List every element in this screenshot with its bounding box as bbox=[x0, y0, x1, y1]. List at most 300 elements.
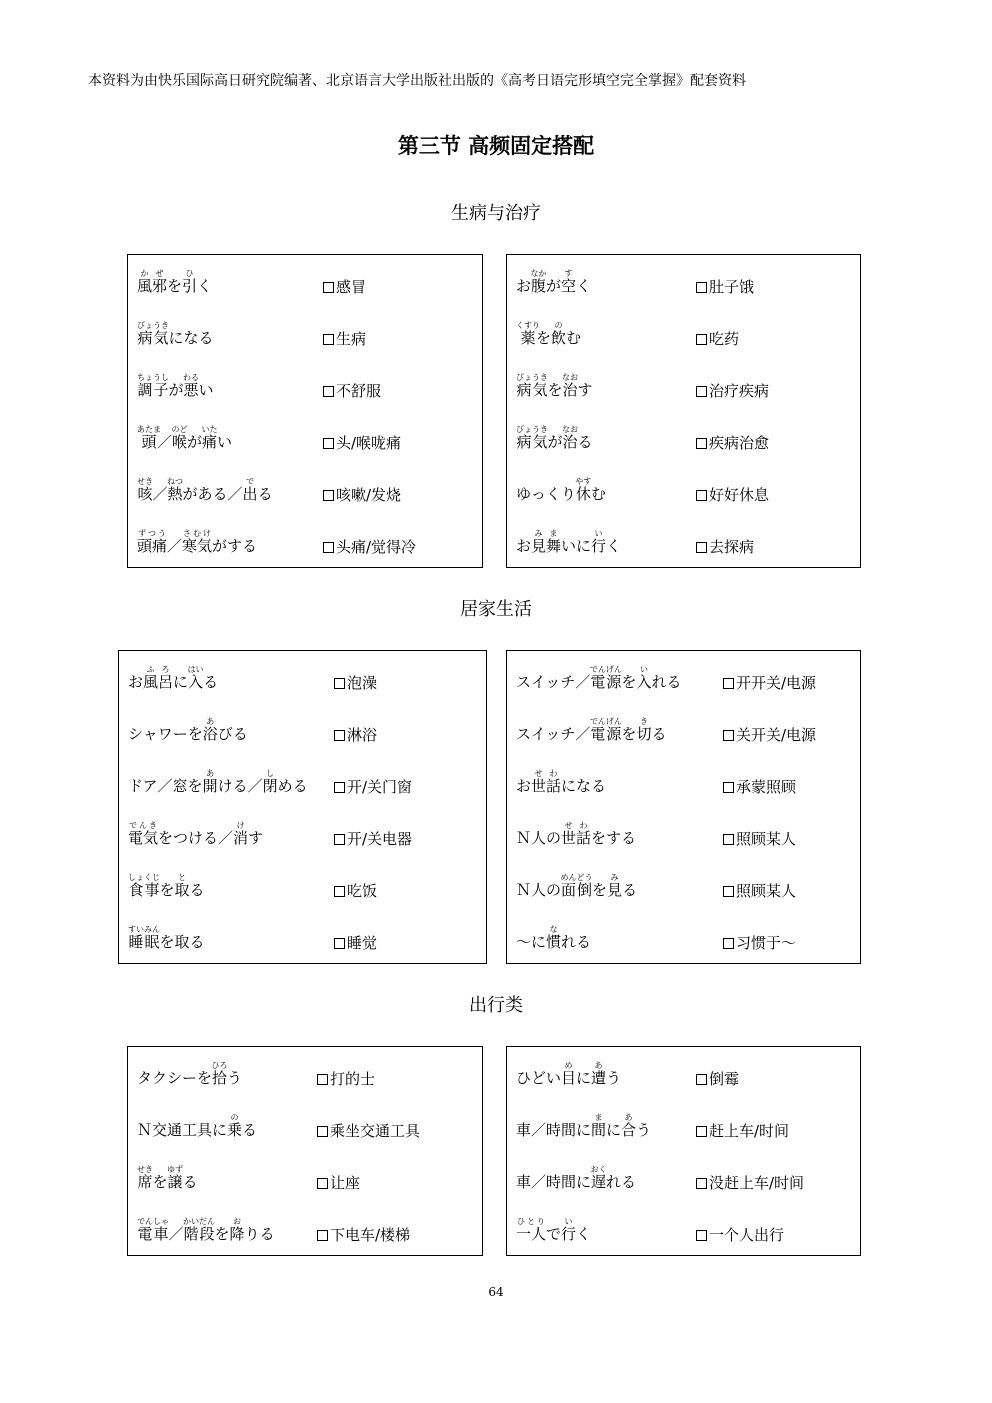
kanji-text: 遭 bbox=[591, 1069, 607, 1087]
kana-text: お bbox=[516, 537, 532, 555]
kanji-text: 遅 bbox=[590, 1173, 607, 1191]
furigana-reading: せき bbox=[137, 1165, 153, 1174]
japanese-phrase bbox=[137, 477, 273, 509]
phrase-row bbox=[507, 1047, 860, 1099]
phrase-row bbox=[507, 755, 860, 807]
kana-text: ／ bbox=[152, 485, 168, 503]
kana-text: シャワーを bbox=[128, 725, 203, 743]
meaning-text: 不舒服 bbox=[336, 382, 382, 400]
kana-text: る bbox=[622, 881, 638, 899]
furigana-word bbox=[227, 1113, 243, 1139]
furigana-reading: し bbox=[262, 769, 278, 778]
meaning-text: 去探病 bbox=[709, 538, 755, 556]
kanji-text: 見舞 bbox=[531, 537, 562, 555]
furigana-reading: あ bbox=[202, 769, 218, 778]
checkbox-icon bbox=[696, 1178, 707, 1189]
furigana-reading: かぜ bbox=[137, 269, 168, 278]
furigana-reading: す bbox=[561, 269, 577, 278]
checkbox-icon bbox=[723, 782, 734, 793]
checkbox-icon bbox=[334, 834, 345, 845]
kanji-text: 浴 bbox=[202, 725, 218, 743]
meaning-text: 一个人出行 bbox=[709, 1226, 785, 1244]
furigana-word bbox=[562, 373, 579, 399]
checkbox-icon bbox=[323, 282, 334, 293]
japanese-phrase bbox=[516, 821, 636, 853]
japanese-phrase bbox=[137, 529, 257, 561]
checkbox-icon bbox=[723, 678, 734, 689]
furigana-word bbox=[546, 925, 562, 951]
furigana-word bbox=[591, 529, 607, 555]
phrase-row bbox=[128, 411, 482, 463]
furigana-reading: あ bbox=[591, 1061, 607, 1070]
furigana-word bbox=[530, 269, 547, 295]
kana-text: ゆっくり bbox=[516, 485, 576, 503]
japanese-phrase bbox=[137, 1217, 275, 1249]
phrase-box-illness-left bbox=[127, 254, 483, 568]
furigana-word bbox=[561, 1061, 577, 1087]
kanji-text: 一人 bbox=[516, 1225, 547, 1243]
kanji-text: 引 bbox=[182, 277, 198, 295]
phrase-row bbox=[507, 463, 860, 515]
kana-text: Ｎ人の bbox=[516, 829, 562, 847]
japanese-phrase bbox=[128, 665, 218, 697]
japanese-phrase bbox=[128, 717, 248, 749]
chinese-meaning bbox=[334, 725, 377, 745]
meaning-text: 睡觉 bbox=[347, 934, 378, 952]
chinese-meaning bbox=[334, 777, 412, 797]
furigana-reading: み bbox=[607, 873, 623, 882]
kanji-text: 世話 bbox=[531, 777, 562, 795]
furigana-word bbox=[561, 821, 592, 847]
chinese-meaning bbox=[317, 1225, 410, 1245]
section-title-illness: 生病与治疗 bbox=[451, 203, 541, 224]
phrase-row bbox=[128, 1203, 482, 1255]
furigana-word bbox=[591, 1113, 607, 1139]
kana-text: む bbox=[566, 329, 582, 347]
kana-text: を bbox=[535, 329, 551, 347]
meaning-text: 乘坐交通工具 bbox=[330, 1122, 421, 1140]
meaning-text: 照顾某人 bbox=[736, 830, 797, 848]
kana-text: を bbox=[214, 1225, 230, 1243]
japanese-phrase bbox=[128, 821, 263, 853]
furigana-reading: しょくじ bbox=[128, 873, 160, 882]
checkbox-icon bbox=[723, 886, 734, 897]
kanji-text: 降 bbox=[229, 1225, 245, 1243]
kana-text: 車／時間に bbox=[516, 1173, 592, 1191]
phrase-row bbox=[507, 411, 860, 463]
kana-text: ／ bbox=[156, 433, 172, 451]
kanji-text: 間 bbox=[591, 1121, 607, 1139]
japanese-phrase bbox=[516, 373, 593, 405]
furigana-reading: いた bbox=[201, 425, 218, 434]
kana-text: れる bbox=[606, 1173, 637, 1191]
furigana-reading: ちょうし bbox=[137, 373, 169, 382]
furigana-word bbox=[137, 1217, 169, 1243]
chinese-meaning bbox=[696, 277, 754, 297]
japanese-phrase bbox=[516, 269, 591, 301]
furigana-reading: と bbox=[174, 873, 190, 882]
kanji-text: 食事 bbox=[128, 881, 160, 899]
meaning-text: 关开关/电源 bbox=[736, 726, 817, 744]
kana-text: が bbox=[187, 433, 203, 451]
kana-text: タクシーを bbox=[137, 1069, 213, 1087]
furigana-word bbox=[201, 425, 218, 451]
chinese-meaning bbox=[723, 777, 796, 797]
meaning-text: 好好休息 bbox=[709, 486, 770, 504]
furigana-reading: ゆず bbox=[167, 1165, 184, 1174]
japanese-phrase bbox=[516, 873, 637, 905]
phrase-box-illness-right bbox=[506, 254, 861, 568]
meaning-text: 生病 bbox=[336, 330, 367, 348]
checkbox-icon bbox=[696, 334, 707, 345]
kana-text: う bbox=[606, 1069, 622, 1087]
japanese-phrase bbox=[516, 1217, 591, 1249]
kana-text: を bbox=[621, 725, 637, 743]
kanji-text: 入 bbox=[636, 673, 652, 691]
checkbox-icon bbox=[323, 490, 334, 501]
furigana-reading: で bbox=[242, 477, 258, 486]
japanese-phrase bbox=[516, 477, 606, 509]
phrase-row bbox=[507, 1151, 860, 1203]
furigana-word bbox=[516, 321, 540, 347]
furigana-word bbox=[589, 717, 622, 743]
furigana-reading: ふろ bbox=[143, 665, 174, 674]
japanese-phrase bbox=[516, 769, 606, 801]
chinese-meaning bbox=[323, 381, 381, 401]
meaning-text: 泡澡 bbox=[347, 674, 378, 692]
meaning-text: 赶上车/时间 bbox=[709, 1122, 790, 1140]
kanji-text: 階段 bbox=[183, 1225, 216, 1243]
kana-text: く bbox=[576, 277, 592, 295]
checkbox-icon bbox=[696, 282, 707, 293]
phrase-row bbox=[128, 1151, 482, 1203]
furigana-reading: お bbox=[229, 1217, 245, 1226]
furigana-word bbox=[551, 321, 567, 347]
meaning-text: 淋浴 bbox=[347, 726, 378, 744]
kanji-text: 病気 bbox=[516, 433, 548, 451]
furigana-reading: い bbox=[591, 529, 607, 538]
meaning-text: 咳嗽/发烧 bbox=[336, 486, 402, 504]
furigana-word bbox=[202, 717, 218, 743]
kanji-text: 空 bbox=[561, 277, 577, 295]
kana-text: に bbox=[173, 673, 189, 691]
phrase-row bbox=[507, 515, 860, 567]
furigana-word bbox=[621, 1113, 637, 1139]
furigana-word bbox=[242, 477, 258, 503]
furigana-word bbox=[636, 665, 652, 691]
checkbox-icon bbox=[696, 1230, 707, 1241]
furigana-word bbox=[233, 821, 249, 847]
phrase-row bbox=[119, 651, 486, 703]
kanji-text: 慣 bbox=[546, 933, 562, 951]
kanji-text: 病気 bbox=[516, 381, 548, 399]
kana-text: く bbox=[606, 537, 622, 555]
phrase-row bbox=[507, 807, 860, 859]
kanji-text: 風呂 bbox=[143, 673, 174, 691]
checkbox-icon bbox=[317, 1230, 328, 1241]
kanji-text: 見 bbox=[607, 881, 623, 899]
japanese-phrase bbox=[516, 529, 621, 561]
kanji-text: 世話 bbox=[561, 829, 592, 847]
furigana-word bbox=[607, 873, 623, 899]
chinese-meaning bbox=[334, 881, 377, 901]
kana-text: を bbox=[547, 381, 563, 399]
meaning-text: 开/关门窗 bbox=[347, 778, 413, 796]
meaning-text: 吃药 bbox=[709, 330, 740, 348]
kana-text: す bbox=[248, 829, 264, 847]
kanji-text: 出 bbox=[242, 485, 258, 503]
kanji-text: 腹 bbox=[530, 277, 547, 295]
kanji-text: 乗 bbox=[227, 1121, 243, 1139]
furigana-reading: おく bbox=[590, 1165, 607, 1174]
kanji-text: 咳 bbox=[137, 485, 153, 503]
phrase-row bbox=[507, 651, 860, 703]
kana-text: い bbox=[198, 381, 214, 399]
furigana-reading: い bbox=[561, 1217, 577, 1226]
furigana-word bbox=[143, 665, 174, 691]
furigana-reading: のど bbox=[171, 425, 188, 434]
phrase-row bbox=[119, 703, 486, 755]
furigana-word bbox=[262, 769, 278, 795]
furigana-word bbox=[137, 321, 169, 347]
furigana-reading: わる bbox=[183, 373, 200, 382]
chinese-meaning bbox=[317, 1173, 360, 1193]
kana-text: に bbox=[576, 1069, 592, 1087]
japanese-phrase bbox=[516, 1165, 636, 1197]
furigana-reading: でんき bbox=[128, 821, 159, 830]
furigana-reading: びょうき bbox=[516, 425, 548, 434]
kana-text: ～に bbox=[516, 933, 547, 951]
kana-text: ／ bbox=[167, 537, 183, 555]
checkbox-icon bbox=[696, 438, 707, 449]
phrase-box-home-right bbox=[506, 650, 861, 964]
kanji-text: 休 bbox=[575, 485, 592, 503]
checkbox-icon bbox=[334, 730, 345, 741]
kana-text: で bbox=[546, 1225, 562, 1243]
kana-text: る bbox=[189, 881, 205, 899]
kana-text: お bbox=[128, 673, 144, 691]
furigana-reading: あ bbox=[202, 717, 218, 726]
furigana-word bbox=[187, 665, 204, 691]
chinese-meaning bbox=[696, 1173, 804, 1193]
furigana-word bbox=[137, 269, 168, 295]
meaning-text: 治疗疾病 bbox=[709, 382, 770, 400]
checkbox-icon bbox=[723, 730, 734, 741]
kana-text: う bbox=[636, 1121, 652, 1139]
kana-text: を bbox=[621, 673, 637, 691]
phrase-row bbox=[119, 755, 486, 807]
furigana-word bbox=[137, 1165, 153, 1191]
furigana-word bbox=[183, 1217, 216, 1243]
page-number: 64 bbox=[488, 1285, 504, 1299]
kana-text: に bbox=[606, 1121, 622, 1139]
meaning-text: 感冒 bbox=[336, 278, 367, 296]
furigana-reading: かいだん bbox=[183, 1217, 216, 1226]
kana-text: る bbox=[651, 725, 667, 743]
kana-text: る bbox=[242, 1121, 258, 1139]
phrase-row bbox=[128, 255, 482, 307]
furigana-reading: さむけ bbox=[182, 529, 213, 538]
meaning-text: 吃饭 bbox=[347, 882, 378, 900]
chinese-meaning bbox=[723, 673, 816, 693]
furigana-word bbox=[167, 1165, 184, 1191]
kanji-text: 行 bbox=[591, 537, 607, 555]
kanji-text: 譲 bbox=[167, 1173, 184, 1191]
furigana-word bbox=[202, 769, 218, 795]
kana-text: スイッチ／ bbox=[516, 725, 591, 743]
furigana-reading: ねつ bbox=[167, 477, 184, 486]
furigana-word bbox=[128, 821, 159, 847]
chinese-meaning bbox=[323, 537, 416, 557]
kanji-text: 痛 bbox=[201, 433, 218, 451]
furigana-reading: みま bbox=[531, 529, 562, 538]
checkbox-icon bbox=[334, 886, 345, 897]
furigana-word bbox=[137, 529, 168, 555]
chinese-meaning bbox=[317, 1069, 375, 1089]
furigana-reading: ひ bbox=[182, 269, 198, 278]
furigana-word bbox=[137, 373, 169, 399]
kana-text: が bbox=[546, 277, 562, 295]
kanji-text: 電源 bbox=[589, 725, 622, 743]
japanese-phrase bbox=[137, 1113, 257, 1145]
checkbox-icon bbox=[696, 542, 707, 553]
header-note: 本资料为由快乐国际高日研究院编著、北京语言大学出版社出版的《高考日语完形填空完全掌握》配套资料 bbox=[88, 73, 746, 89]
furigana-reading: せき bbox=[137, 477, 153, 486]
meaning-text: 开/关电器 bbox=[347, 830, 413, 848]
kana-text: になる bbox=[561, 777, 607, 795]
furigana-reading: ずつう bbox=[137, 529, 168, 538]
kana-text: がある／ bbox=[182, 485, 243, 503]
phrase-row bbox=[507, 911, 860, 963]
furigana-reading: い bbox=[636, 665, 652, 674]
kana-text: く bbox=[576, 1225, 592, 1243]
kana-text: れる bbox=[651, 673, 682, 691]
furigana-word bbox=[561, 1217, 577, 1243]
japanese-phrase bbox=[516, 425, 593, 457]
furigana-reading: せわ bbox=[561, 821, 592, 830]
checkbox-icon bbox=[696, 386, 707, 397]
furigana-word bbox=[128, 873, 160, 899]
kanji-text: 電気 bbox=[128, 829, 159, 847]
section-title-travel: 出行类 bbox=[469, 995, 523, 1016]
kana-text: を bbox=[592, 881, 608, 899]
chinese-meaning bbox=[696, 1121, 789, 1141]
meaning-text: 习惯于～ bbox=[736, 934, 797, 952]
phrase-row bbox=[507, 1099, 860, 1151]
furigana-reading: ひろ bbox=[211, 1061, 228, 1070]
japanese-phrase bbox=[137, 425, 232, 457]
furigana-word bbox=[636, 717, 652, 743]
meaning-text: 照顾某人 bbox=[736, 882, 797, 900]
japanese-phrase bbox=[516, 1061, 621, 1093]
kana-text: をつける／ bbox=[158, 829, 234, 847]
furigana-word bbox=[229, 1217, 245, 1243]
meaning-text: 让座 bbox=[330, 1174, 361, 1192]
kanji-text: 風邪 bbox=[137, 277, 168, 295]
furigana-reading: め bbox=[561, 1061, 577, 1070]
furigana-word bbox=[182, 269, 198, 295]
checkbox-icon bbox=[334, 938, 345, 949]
japanese-phrase bbox=[516, 925, 591, 957]
kana-text: ひどい bbox=[516, 1069, 562, 1087]
kana-text: 車／時間に bbox=[516, 1121, 592, 1139]
furigana-reading: ひとり bbox=[516, 1217, 547, 1226]
phrase-row bbox=[507, 307, 860, 359]
kanji-text: 開 bbox=[202, 777, 218, 795]
japanese-phrase bbox=[137, 373, 214, 405]
chinese-meaning bbox=[696, 433, 769, 453]
furigana-word bbox=[561, 269, 577, 295]
checkbox-icon bbox=[323, 386, 334, 397]
kanji-text: 喉 bbox=[171, 433, 188, 451]
kanji-text: 席 bbox=[137, 1173, 153, 1191]
meaning-text: 头/喉咙痛 bbox=[336, 434, 402, 452]
furigana-word bbox=[174, 873, 190, 899]
kanji-text: 合 bbox=[621, 1121, 637, 1139]
chinese-meaning bbox=[723, 829, 796, 849]
japanese-phrase bbox=[128, 769, 308, 801]
phrase-row bbox=[128, 307, 482, 359]
kana-text: う bbox=[227, 1069, 243, 1087]
furigana-word bbox=[589, 665, 622, 691]
kanji-text: 切 bbox=[636, 725, 652, 743]
kana-text: をする bbox=[591, 829, 637, 847]
meaning-text: 疾病治愈 bbox=[709, 434, 770, 452]
chinese-meaning bbox=[323, 329, 366, 349]
kana-text: ／ bbox=[168, 1225, 184, 1243]
japanese-phrase bbox=[137, 321, 214, 353]
furigana-word bbox=[171, 425, 188, 451]
furigana-reading: すいみん bbox=[128, 925, 160, 934]
japanese-phrase bbox=[137, 269, 212, 301]
japanese-phrase bbox=[128, 925, 205, 957]
checkbox-icon bbox=[317, 1178, 328, 1189]
phrase-box-travel-right bbox=[506, 1046, 861, 1256]
kanji-text: 電源 bbox=[589, 673, 622, 691]
checkbox-icon bbox=[723, 834, 734, 845]
kana-text: りる bbox=[244, 1225, 275, 1243]
phrase-row bbox=[507, 255, 860, 307]
furigana-reading: でんしゃ bbox=[137, 1217, 169, 1226]
kanji-text: 寒気 bbox=[182, 537, 213, 555]
checkbox-icon bbox=[317, 1126, 328, 1137]
meaning-text: 下电车/楼梯 bbox=[330, 1226, 411, 1244]
furigana-reading: ま bbox=[591, 1113, 607, 1122]
checkbox-icon bbox=[334, 782, 345, 793]
chinese-meaning bbox=[696, 1069, 739, 1089]
kana-text: を bbox=[159, 881, 175, 899]
chinese-meaning bbox=[723, 881, 796, 901]
kana-text: びる bbox=[217, 725, 248, 743]
checkbox-icon bbox=[723, 938, 734, 949]
furigana-word bbox=[562, 425, 579, 451]
kanji-text: 拾 bbox=[211, 1069, 228, 1087]
furigana-word bbox=[575, 477, 592, 503]
chinese-meaning bbox=[696, 329, 739, 349]
chinese-meaning bbox=[696, 485, 769, 505]
furigana-reading: せわ bbox=[531, 769, 562, 778]
checkbox-icon bbox=[696, 490, 707, 501]
phrase-row bbox=[128, 359, 482, 411]
chinese-meaning bbox=[323, 433, 401, 453]
kana-text: を bbox=[167, 277, 183, 295]
chinese-meaning bbox=[334, 829, 412, 849]
japanese-phrase bbox=[516, 665, 681, 697]
kanji-text: 閉 bbox=[262, 777, 278, 795]
phrase-row bbox=[507, 859, 860, 911]
kanji-text: 飲 bbox=[551, 329, 567, 347]
kanji-text: 睡眠 bbox=[128, 933, 160, 951]
